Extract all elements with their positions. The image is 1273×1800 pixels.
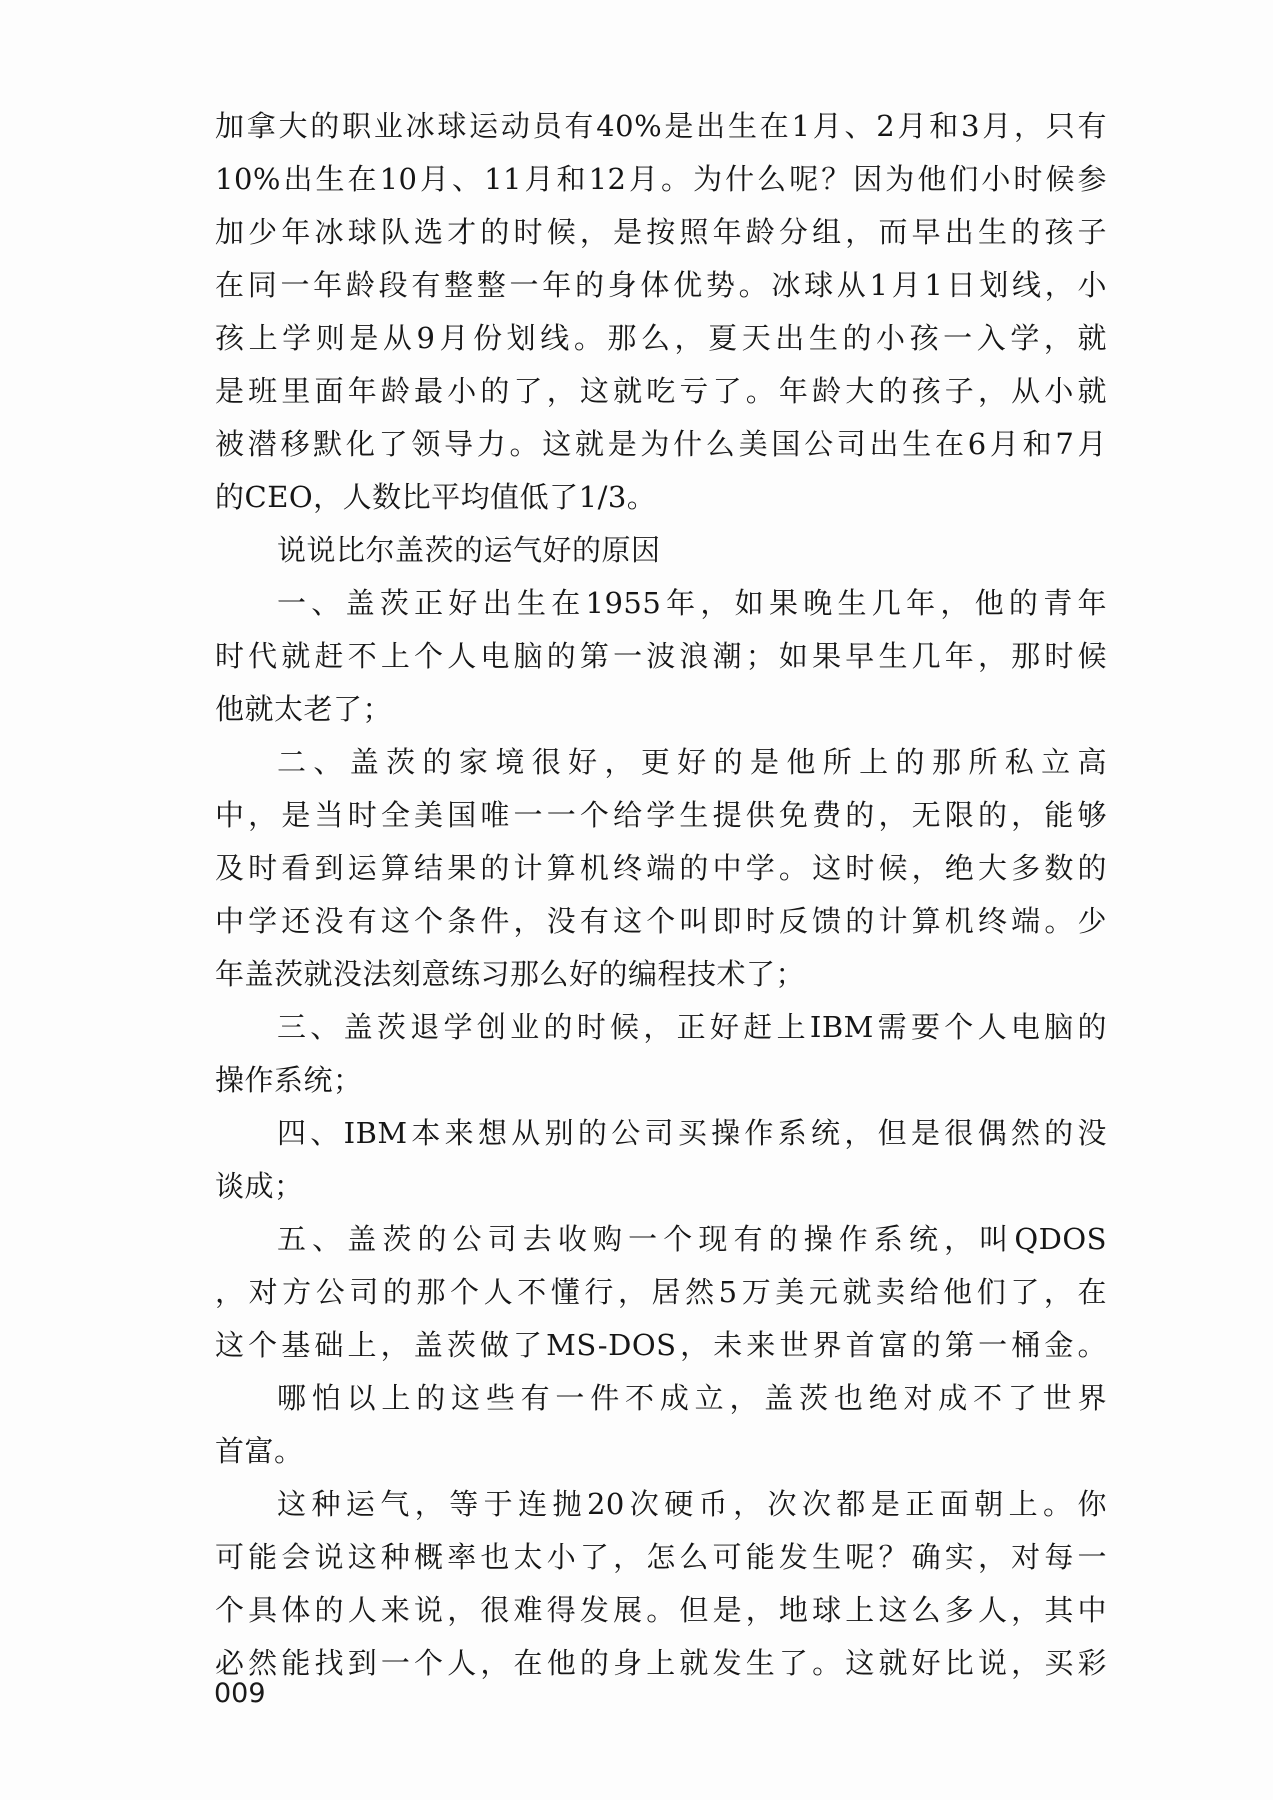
text-line: 谈成； [215,1169,304,1203]
text-line: 五、盖茨的公司去收购一个现有的操作系统，叫QDOS [277,1222,1107,1256]
text-line: ，对方公司的那个人不懂行，居然5万美元就卖给他们了，在 [215,1275,1107,1309]
text-line: 的CEO，人数比平均值低了1/3。 [215,480,657,514]
text-line: 必然能找到一个人，在他的身上就发生了。这就好比说，买彩 [215,1646,1107,1680]
text-line: 及时看到运算结果的计算机终端的中学。这时候，绝大多数的 [215,851,1107,885]
text-line: 10%出生在10月、11月和12月。为什么呢？因为他们小时候参 [215,162,1107,196]
text-line: 时代就赶不上个人电脑的第一波浪潮；如果早生几年，那时候 [215,639,1107,673]
text-line: 哪怕以上的这些有一件不成立，盖茨也绝对成不了世界 [277,1381,1107,1415]
text-line: 中，是当时全美国唯一一个给学生提供免费的，无限的，能够 [215,798,1107,832]
body-text [215,100,1107,1690]
text-line: 孩上学则是从9月份划线。那么，夏天出生的小孩一入学，就 [215,321,1107,355]
text-line: 个具体的人来说，很难得发展。但是，地球上这么多人，其中 [215,1593,1107,1627]
text-line: 首富。 [215,1434,304,1468]
text-line: 说说比尔盖茨的运气好的原因 [277,533,661,567]
text-line: 可能会说这种概率也太小了，怎么可能发生呢？确实，对每一 [215,1540,1107,1574]
text-line: 加少年冰球队选才的时候，是按照年龄分组，而早出生的孩子 [215,215,1107,249]
text-line: 操作系统； [215,1063,363,1097]
text-line: 是班里面年龄最小的了，这就吃亏了。年龄大的孩子，从小就 [215,374,1107,408]
text-line: 这种运气，等于连抛20次硬币，次次都是正面朝上。你 [277,1487,1107,1521]
text-line: 四、IBM本来想从别的公司买操作系统，但是很偶然的没 [277,1116,1107,1150]
text-line: 加拿大的职业冰球运动员有40%是出生在1月、2月和3月，只有 [215,109,1107,143]
text-line: 这个基础上，盖茨做了MS-DOS，未来世界首富的第一桶金。 [215,1328,1107,1362]
text-line: 在同一年龄段有整整一年的身体优势。冰球从1月1日划线，小 [215,268,1107,302]
page-number: 009 [214,1678,266,1709]
text-line: 他就太老了； [215,692,393,726]
text-line: 中学还没有这个条件，没有这个叫即时反馈的计算机终端。少 [215,904,1107,938]
text-line: 一、盖茨正好出生在1955年，如果晚生几年，他的青年 [277,586,1107,620]
text-line: 被潜移默化了领导力。这就是为什么美国公司出生在6月和7月 [215,427,1107,461]
text-line: 二、盖茨的家境很好，更好的是他所上的那所私立高 [277,745,1107,779]
text-line: 年盖茨就没法刻意练习那么好的编程技术了； [215,957,806,991]
text-line: 三、盖茨退学创业的时候，正好赶上IBM需要个人电脑的 [277,1010,1107,1044]
